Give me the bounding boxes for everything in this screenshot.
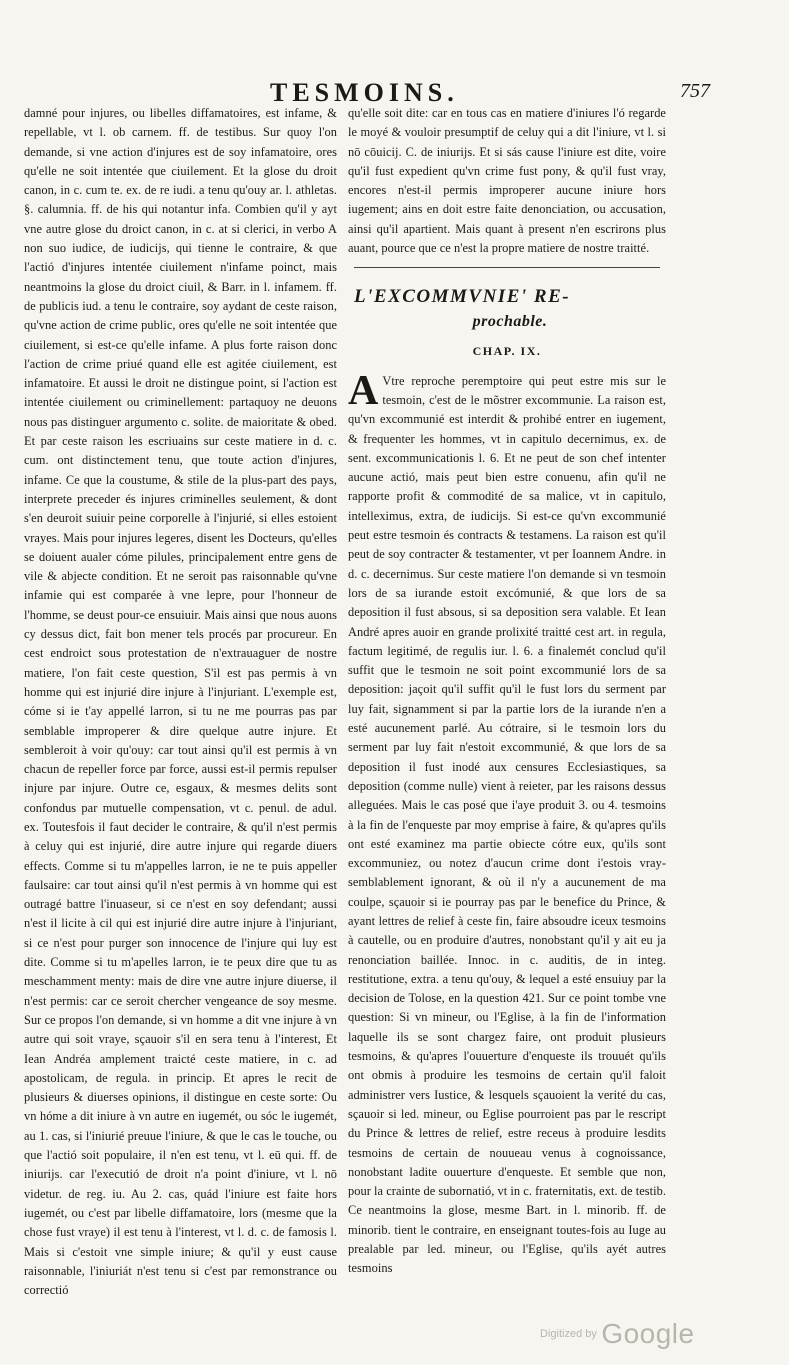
chapter-subtitle: prochable.: [472, 313, 548, 331]
page-number: 757: [680, 80, 710, 102]
right-column: [348, 104, 666, 1279]
chapter-body: [348, 367, 666, 1279]
left-column: [24, 104, 337, 1300]
chapter-heading: [354, 284, 666, 334]
drop-cap: A: [348, 367, 379, 414]
running-title: TESMOINS.: [270, 78, 459, 107]
left-column-text: damné pour injures, ou libelles diffamatoires, est infame, & repellable, vt l. ob carnem. ff. de testibus. Sur quoy l'on demande, si vne action d'injures est de soy infamatoire, ores qu'elle ne soit intentée que ciuilement. Et la glose du droit canon, in c. cum te. ex. de re iudi. a tenu qu'ouy ar. l. athletas. §. calumnia. ff. de his qui notantur infa. Combien qu'il y ayt vne autre glose du droict canon, in c. at si clerici, in verbo A non suo iudice, de iudicijs, qui tienne le contraire, & que l'actió d'injures intentée ciuilement n'infame poinct, mais neantmoins la glose du droict ciuil, & Barr. in l. infamem. ff. de publicis iud. a tenu le contraire, soy aydant de ceste raison, qu'vne action de crime public, ores qu'elle ne soit intentée que ciuilement, si est-ce qu'elle infame. A plus forte raison donc l'action de crime priué quand elle est agitée ciuilement, est infamatoire. Et aussi le droit ne distingue point, si l'action est intentée ciuilement ou criminellement: partaquoy ne deuons nous pas distinguer argumento c. solite. de maioritate & obed. Et par ceste raison les escriuains sur ceste matiere in d. c. cum. ont distinctement tenu, que toute action d'injures, infame. Ce que la coustume, & stile de la plus-part des pays, interprete preceder és injures criminelles seulement, & dont s'en deuroit suiuir peine corporelle à l'injurié, si elles estoient vrayes. Mais pour injures legeres, disent les Docteurs, qu'elles se doiuent aualer cóme pilules, principalement entre gens de vile & abjecte condition. Et ne seroit pas raisonnable qu'vne infamie qui est comparée à vne lepre, pour l'honneur de l'homme, se deust pour-ce ensuiuir. Mais ainsi que nous auons cy dessus dict, fait bon mener tels procés par procureur. En cest endroict sous protestation de n'extrauaguer de nostre matiere, l'on fait ceste question, S'il est pas permis à vn homme qui est injurié dire injure à l'injuriant. L'exemple est, cóme si ie t'ay appellé larron, si tu ne me pourras pas par semblable improperer & dire quelque autre injure. Et sembleroit à voir qu'ouy: car tout ainsi qu'il est permis à vn chacun de repeller force par force, aussi est-il permis repulser injure par injure. Outre ce, esgaux, & mesmes delits sont confondus par mutuelle compensation, vt c. penul. de adul. ex. Toutesfois il faut decider le contraire, & qu'il n'est permis à celuy qui est injurié, dire autre injure qui regarde diuers effects. Comme si tu m'appelles larron, ie ne te puis appeller faulsaire: car tout ainsi qu'il n'est permis à vn homme qui est outragé battre l'inuaseur, si ce n'est en soy defendant; aussi n'est il licite à cil qui est injurié dire autre injure à l'injuriant, si ce n'est pour purger son innocence de l'injure qui luy est dite. Comme si tu m'apelles larron, ie te peux dire que tu as meschamment menty: mais de dire vne autre injure diuerse, il n'est permis: car ce seroit chercher vengeance de soy mesme. Sur ce propos l'on demande, si vn homme a dit vne injure à vn autre qui soit vraye, sçauoir s'il en sera tenu à l'interest, Et Iean Andréa amplement traicté ceste matiere, in c. ad apostolicam, de regula. in princip. Et apres le recit de plusieurs & diuerses opinions, il distingue en ceste sorte: Ou vn hóme a dit iniure à vn autre en iugemét, ou sóc le iugemét, au 1. cas, si l'iniurié preuue l'iniure, & que le cas le touche, ou que l'actió soit populaire, il n'en est tenu, vt l. eū qui. ff. de iniurijs. car l'executió de droit n'a point d'iniure, vt l. nō videtur. de reg. iu. Au 2. cas, quád l'iniure est faite hors iugemét, ou c'est par libelle diffamatoire, lors (mesme que la chose fust vraye) il est tenu à l'interest, vt l. d. c. de famosis l. Mais si c'estoit vne simple iniure; & qu'il y eust cause raisonnable, l'iniuriát n'est tenu si c'est par remonstrance ou correctió: [24, 106, 337, 1298]
section-divider: [354, 267, 660, 268]
watermark-brand: Google: [601, 1318, 695, 1349]
digitization-watermark: [540, 1318, 695, 1350]
right-column-top-text: qu'elle soit dite: car en tous cas en matiere d'iniures l'ó regarde le moyé & vouloir presumptif de celuy qui a dit l'iniure, vt l. si nō cōuicij. C. de iniurijs. Et si sás cause l'iniure est dite, voire qu'il fust expedient qu'vn crime fust pony, & qu'il fust vray, encores n'est-il permis improperer aucune iniure hors iugement; ains en doit estre faite denonciation, ou accusation, ainsi qu'il apartient. Mais quant à present n'en escrirons plus auant, pource que ce n'est la propre matiere de nostre traitté.: [348, 106, 666, 256]
chapter-number: CHAP. IX.: [472, 344, 542, 359]
chapter-body-text: Vtre reproche peremptoire qui peut estre mis sur le tesmoin, c'est de le mõstrer excommunie. La raison est, qu'vn excommunié est interdit & prohibé entrer en iugement, & frequenter les hommes, vt in capitulo decernimus, ex. de sent. excommunicationis l. 6. Et ne peut de son chef intenter aucune actió, mais peut bien estre conuenu, afin qu'il ne rapporte profit & commodité de sa malice, vt in capitulo, intelleximus, extra, de iudicijs. Si est-ce qu'vn excommunié peut estre tesmoin és contracts & testamens. La raison est qu'il peut de soy contracter & testamenter, vt per Ioannem Andre. in d. c. decernimus. Sur ceste matiere l'on demande si vn tesmoin lors de sa iurande estoit excómunié, & que lors de sa deposition il fust absous, si sa deposition sera valable. Et Iean André apres auoir en grande prolixité traitté cest art. in regula, factum legitimé, de regulis iur. l. 6. a finalemét conclud qu'il suffit que le tesmoin ne soit point excommunié lors de sa deposition: jaçoit qu'il suffit qu'il le fust lors du serment par luy fait, signamment si par la partie lors de la iurande n'en a esté aucunement parlé. Au cótraire, si le tesmoin lors du serment par luy fait n'estoit excommunié, & que lors de sa deposition il fust inodé aux censures Ecclesiastiques, sa deposition (comme nulle) vient à reieter, par les raisons dessus alleguées. Mais le cas posé que i'aye produit 3. ou 4. tesmoins à la fin de l'enqueste par moy emprise à faire, & qu'apres qu'ils ont esté examinez ma partie obiecte cótre eux, qu'ils sont excommuniez, ou notez d'aucun crime dont i'estois vray-semblablement ignorant, & où il n'y a aucunement de ma coulpe, sçauoir si ie pourray pas par le benefice du Prince, & ayant lettres de relief à ceste fin, faire absoudre iceux tesmoins à cautelle, ou en produire d'autres, nonobstant qu'il y ait eu ja renonciation baillée. Innoc. in c. auditis, de in integ. restitutione, extra. a tenu qu'ouy, & lequel a esté ensuiuy par la decision de Tolose, en la question 421. Sur ce point tombe vne question: Si vn mineur, ou l'Eglise, à la fin de l'information laquelle ils se sont chargez faire, ont produit plusieurs tesmoins, & qu'apres l'ouuerture d'enqueste ils trouuét qu'ils ont obmis à produire les tesmoins de certain qu'il faloit administrer vers Iustice, & lesquels sçauoient la verité du cas, sçauoir si led. mineur, ou Eglise pourroient pas par le rescript du Prince & lettres de relief, estre receus à produire lesdits tesmoins de certain de nouueau venus à cognoissance, nonobstant ladite ouuerture d'enqueste. Et semble que non, pour la crainte de subornatió, vt in c. fraternitatis, ext. de testib. Ce neantmoins la glose, mesme Bart. in l. minorib. ff. de minorib. tient le contraire, en enseignant toutes-fois au Iuge au prealable par led. mineur, ou l'Eglise, qu'ils ayét autres tesmoins: [348, 373, 666, 1276]
chapter-title: L'EXCOMMVNIE' RE-: [354, 286, 571, 308]
watermark-prefix: Digitized by: [540, 1328, 597, 1340]
